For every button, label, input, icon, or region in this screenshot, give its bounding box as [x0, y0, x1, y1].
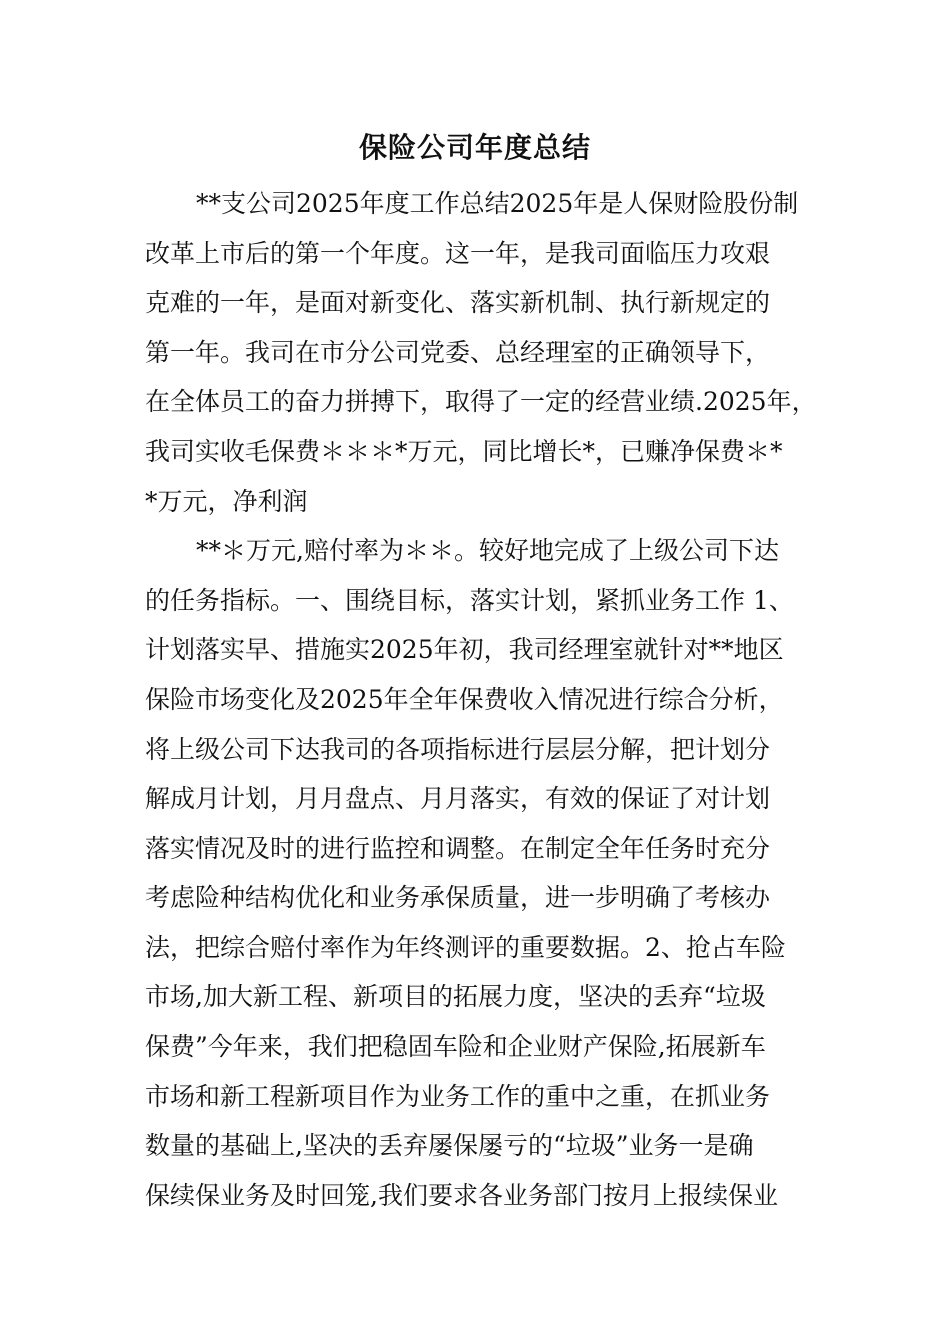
paragraph-line: **支公司2025年度工作总结2025年是人保财险股份制: [196, 189, 799, 218]
paragraph-line: 将上级公司下达我司的各项指标进行层层分解，把计划分: [145, 735, 771, 764]
paragraph-line: 计划落实早、措施实2025年初，我司经理室就针对**地区: [145, 635, 784, 664]
paragraph-line: 解成月计划，月月盘点、月月落实，有效的保证了对计划: [145, 784, 771, 813]
document-title: 保险公司年度总结: [358, 131, 591, 164]
paragraph-line: 的任务指标。一、围绕目标，落实计划，紧抓业务工作 1、: [145, 586, 794, 615]
paragraph-line: 市场,加大新工程、新项目的拓展力度，坚决的丢弃“垃圾: [145, 982, 766, 1011]
paragraph-line: 保险市场变化及2025年全年保费收入情况进行综合分析，: [145, 685, 784, 714]
paragraph-line: 落实情况及时的进行监控和调整。在制定全年任务时充分: [145, 834, 771, 863]
paragraph-line: 克难的一年，是面对新变化、落实新机制、执行新规定的: [145, 288, 771, 317]
paragraph-line: *万元，净利润: [145, 487, 308, 516]
paragraph-line: 保续保业务及时回笼,我们要求各业务部门按月上报续保业: [145, 1181, 778, 1210]
paragraph-line: 改革上市后的第一个年度。这一年，是我司面临压力攻艰: [145, 239, 771, 268]
paragraph-line: 保费”今年来，我们把稳固车险和企业财产保险,拓展新车: [145, 1032, 766, 1061]
paragraph-line: **＊万元,赔付率为＊＊。较好地完成了上级公司下达: [196, 536, 779, 565]
paragraph-line: 考虑险种结构优化和业务承保质量，进一步明确了考核办: [145, 883, 771, 912]
paragraph-line: 第一年。我司在市分公司党委、总经理室的正确领导下，: [145, 338, 771, 367]
paragraph-line: 法，把综合赔付率作为年终测评的重要数据。2、抢占车险: [145, 933, 786, 962]
paragraph-line: 数量的基础上,坚决的丢弃屡保屡亏的“垃圾”业务一是确: [145, 1131, 754, 1160]
paragraph-line: 我司实收毛保费＊＊＊*万元，同比增长*，已赚净保费＊*: [145, 437, 783, 466]
paragraph-line: 在全体员工的奋力拼搏下，取得了一定的经营业绩.2025年，: [145, 387, 817, 416]
paragraph-line: 市场和新工程新项目作为业务工作的重中之重，在抓业务: [145, 1082, 771, 1111]
